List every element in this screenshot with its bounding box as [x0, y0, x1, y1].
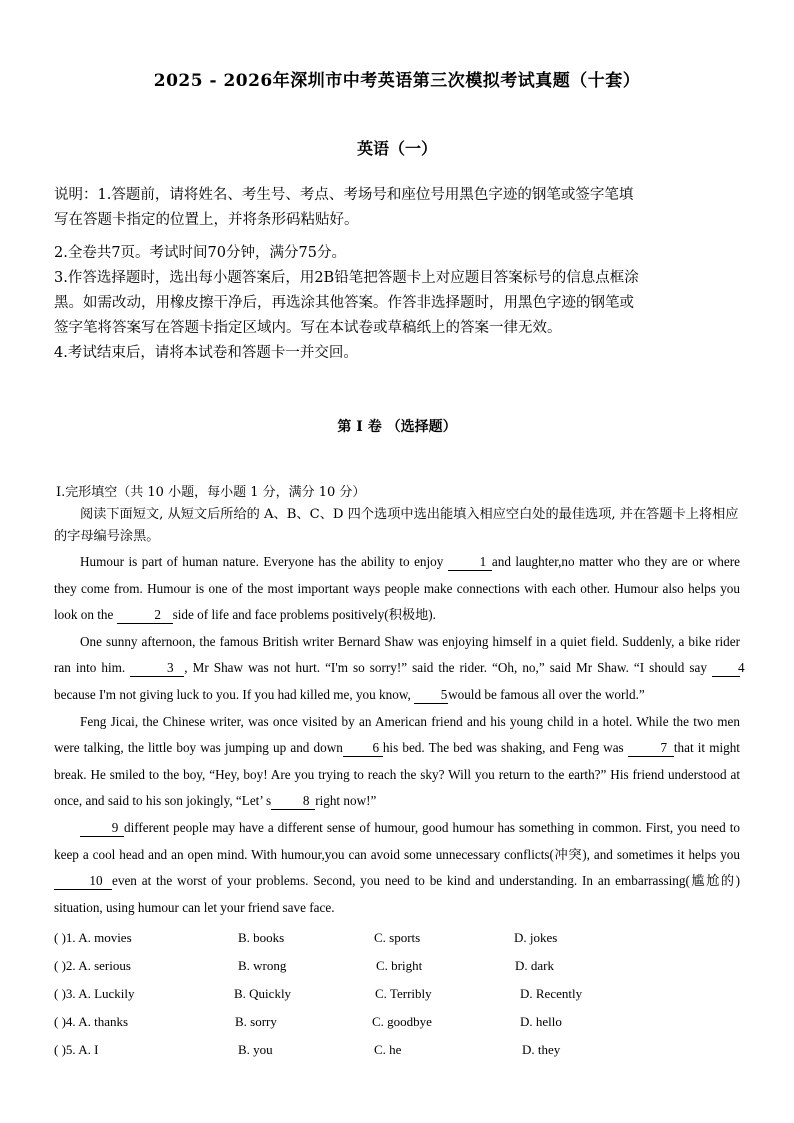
option-d: D. jokes [514, 930, 558, 945]
blank-7: 7 [628, 740, 674, 757]
instruction-line: 3.作答选择题时，选出每小题答案后，用2B铅笔把答题卡上对应题目答案标号的信息点框涂 [54, 270, 639, 286]
instruction-line: 签字笔将答案写在答题卡指定区域内。写在本试卷或草稿纸上的答案一律无效。 [54, 320, 562, 336]
passage-paragraph-4 [54, 815, 740, 921]
option-b: B. wrong [238, 958, 287, 973]
document-title: 2025 - 2026年深圳市中考英语第三次模拟考试真题（十套） [153, 71, 641, 91]
passage-text: even at the worst of your problems. Second, you need to be kind and understanding. In an embarrassing(尴尬的) situation, using humour can let your friend save face. [54, 873, 740, 915]
passage-text: that it might break. He smiled to the boy, “Hey, boy! Are you trying to reach the sky? Will you return to the earth?” His friend understood at once, and said to his son jokingly, “Let’ s [54, 740, 740, 809]
instruction-line: 写在答题卡指定的位置上，并将条形码粘贴好。 [54, 212, 359, 228]
question-number: ( )5. A. I [54, 1042, 99, 1057]
blank-2: 2 [117, 607, 173, 624]
option-c: C. goodbye [372, 1014, 432, 1029]
option-d: D. dark [515, 958, 554, 973]
question-number: ( )4. A. thanks [54, 1014, 129, 1029]
blank-5: 5 [414, 687, 448, 704]
instruction-line: 说明：1.答题前，请将姓名、考生号、考点、考场号和座位号用黑色字迹的钢笔或签字笔填 [54, 187, 634, 203]
blank-1: 1 [448, 554, 492, 571]
passage-text: Humour is part of human nature. Everyone has the ability to enjoy [80, 554, 448, 569]
question-row [54, 1014, 754, 1042]
question-row [54, 1042, 754, 1070]
passage-text: , Mr Shaw was not hurt. “I'm so sorry!” said the rider. “Oh, no,” said Mr Shaw. “I should say [184, 660, 712, 676]
cloze-heading: Ⅰ.完形填空（共 10 小题，每小题 1 分，满分 10 分） [56, 485, 366, 500]
option-c: C. he [374, 1042, 402, 1057]
blank-3: 3 [130, 660, 184, 677]
passage-text: Feng Jicai, the Chinese writer, was once visited by an American friend and his young child in a hotel. While the two men were talking, the little boy was jumping up and down [54, 713, 740, 756]
passage-paragraph-2 [54, 629, 745, 709]
passage-text: and laughter,no matter who they are or where they come from. Humour is one of the most important ways people make connections with each other. Humour also helps you look on the [54, 554, 740, 623]
question-row [54, 986, 754, 1014]
passage-text: One sunny afternoon, the famous British writer Bernard Shaw was enjoying himself in a quiet field. Suddenly, a bike rider ran into him. [54, 633, 740, 676]
option-b: B. Quickly [234, 986, 292, 1001]
question-number: ( )2. A. serious [54, 958, 131, 973]
option-b: B. books [238, 930, 285, 945]
passage-paragraph-3 [54, 709, 740, 815]
option-c: C. sports [374, 930, 421, 945]
cloze-passage [54, 549, 745, 921]
answer-options [54, 930, 754, 1070]
passage-text: side of life and face problems positively(积极地). [172, 607, 436, 623]
instruction-line: 黑。如需改动，用橡皮擦干净后，再选涂其他答案。作答非选择题时，用黑色字迹的钢笔或 [54, 295, 634, 311]
section-title: 第 I 卷 （选择题） [337, 419, 457, 435]
instruction-line: 2.全卷共7页。考试时间70分钟，满分75分。 [54, 245, 346, 261]
option-b: B. sorry [235, 1014, 277, 1029]
paper-subtitle: 英语（一） [356, 139, 437, 158]
option-b: B. you [238, 1042, 273, 1057]
passage-text: different people may have a different sense of humour, good humour has something in common. First, you need to keep a cool head and an open mind. With humour,you can avoid some unnecessary conflicts(冲突), and sometimes it helps you [54, 819, 740, 862]
blank-6: 6 [343, 740, 383, 757]
cloze-directions: 阅读下面短文, 从短文后所给的 A、B、C、D 四个选项中选出能填入相应空白处的最佳选项, 并在答题卡上将相应的字母编号涂黑。 [54, 507, 739, 544]
passage-paragraph-1 [54, 549, 740, 629]
option-d: D. hello [520, 1014, 562, 1029]
blank-8: 8 [271, 793, 315, 810]
option-d: D. they [522, 1042, 561, 1057]
option-c: C. Terribly [375, 986, 432, 1001]
question-row [54, 930, 754, 958]
blank-4: 4 [712, 660, 740, 677]
question-row [54, 958, 754, 986]
option-d: D. Recently [520, 986, 583, 1001]
instructions [54, 183, 754, 366]
passage-text: right now!” [315, 793, 377, 809]
passage-text: because I'm not giving luck to you. If you had killed me, you know, [54, 686, 415, 702]
question-number: ( )1. A. movies [54, 930, 132, 945]
blank-10: 10 [54, 873, 112, 890]
instruction-line: 4.考试结束后，请将本试卷和答题卡一并交回。 [54, 345, 358, 361]
option-c: C. bright [376, 958, 423, 973]
passage-text: would be famous all over the world.” [448, 686, 645, 702]
passage-text: his bed. The bed was shaking, and Feng was [382, 740, 628, 756]
blank-9: 9 [80, 820, 124, 837]
question-number: ( )3. A. Luckily [54, 986, 135, 1001]
